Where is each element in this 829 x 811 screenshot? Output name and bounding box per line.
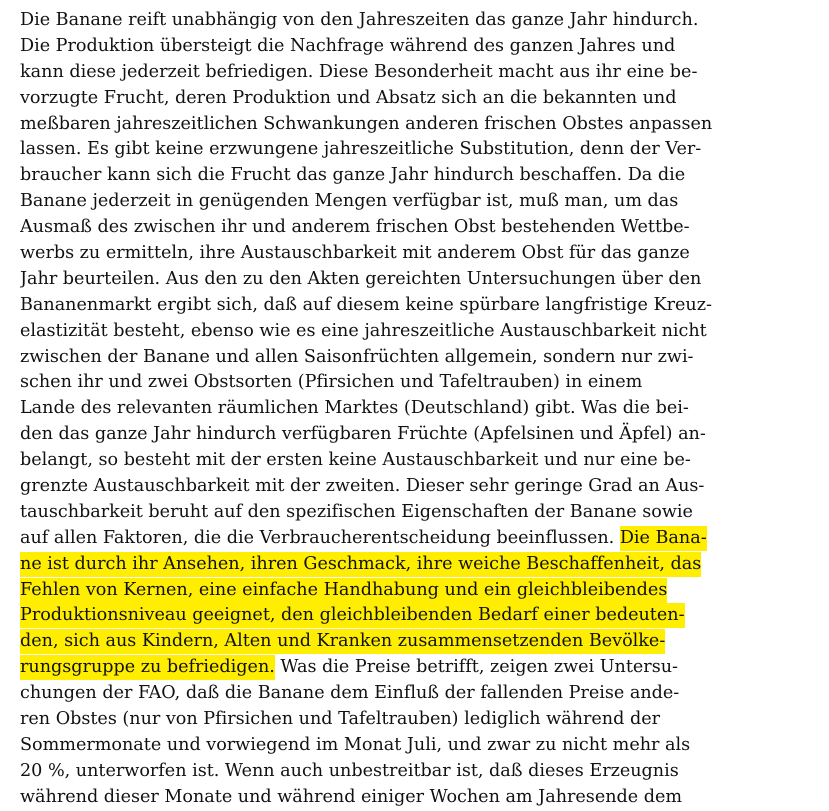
text-line (20, 422, 810, 448)
text-line (20, 112, 810, 138)
text-segment: Sommermonate und vorwiegend im Monat Juli, und zwar zu nicht mehr als (20, 734, 691, 755)
text-line (20, 189, 810, 215)
text-segment: chungen der FAO, daß die Banane dem Einfluß der fallenden Preise ande- (20, 683, 680, 704)
text-line (20, 500, 810, 526)
text-line (20, 60, 810, 86)
text-segment: kann diese jederzeit befriedigen. Diese Besonderheit macht aus ihr eine be- (20, 61, 698, 82)
text-line (20, 8, 810, 34)
text-segment: Jahr beurteilen. Aus den zu den Akten gereichten Untersuchungen über den (20, 268, 702, 289)
text-line (20, 526, 810, 552)
text-segment: ren Obstes (nur von Pfirsichen und Tafeltrauben) lediglich während der (20, 709, 660, 730)
text-line (20, 34, 810, 60)
text-segment: zwischen der Banane und allen Saisonfrüchten allgemein, sondern nur zwi- (20, 346, 694, 367)
text-line (20, 241, 810, 267)
text-line (20, 629, 810, 655)
text-segment: werbs zu ermitteln, ihre Austauschbarkeit mit anderem Obst für das ganze (20, 243, 690, 264)
text-line (20, 293, 810, 319)
text-segment: braucher kann sich die Frucht das ganze Jahr hindurch beschaffen. Da die (20, 165, 686, 186)
text-line (20, 163, 810, 189)
text-line (20, 396, 810, 422)
highlighted-text: ne ist durch ihr Ansehen, ihren Geschmack, ihre weiche Beschaffenheit, das (20, 553, 702, 574)
text-line (20, 370, 810, 396)
text-segment: schen ihr und zwei Obstsorten (Pfirsichen und Tafeltrauben) in einem (20, 372, 643, 393)
text-segment: Was die Preise betrifft, zeigen zwei Untersu- (274, 657, 678, 678)
text-segment: auf allen Faktoren, die die Verbraucherentscheidung beeinflussen. (20, 527, 620, 548)
text-segment: Die Banane reift unabhängig von den Jahreszeiten das ganze Jahr hindurch. (20, 10, 699, 30)
text-line (20, 215, 810, 241)
text-segment: Ausmaß des zwischen ihr und anderem frischen Obst bestehenden Wettbe- (20, 217, 690, 238)
highlighted-text: Produktionsniveau geeignet, den gleichbleibenden Bedarf einer bedeuten- (20, 605, 685, 626)
text-line (20, 474, 810, 500)
text-segment: meßbaren jahreszeitlichen Schwankungen anderen frischen Obstes anpassen (20, 113, 713, 134)
text-segment: den das ganze Jahr hindurch verfügbaren Früchte (Apfelsinen und Äpfel) an- (20, 424, 706, 445)
text-segment: belangt, so besteht mit der ersten keine Austauschbarkeit und nur eine be- (20, 450, 691, 471)
highlighted-text: Fehlen von Kernen, eine einfache Handhabung und ein gleichbleibendes (20, 579, 668, 600)
text-line (20, 552, 810, 578)
text-line (20, 733, 810, 759)
text-segment: Die Produktion übersteigt die Nachfrage während des ganzen Jahres und (20, 35, 676, 56)
document-page (20, 8, 810, 811)
text-line (20, 707, 810, 733)
text-line (20, 655, 810, 681)
text-line (20, 603, 810, 629)
text-segment: 20 %, unterworfen ist. Wenn auch unbestreitbar ist, daß dieses Erzeugnis (20, 760, 679, 781)
text-line (20, 345, 810, 371)
text-segment: elastizität besteht, ebenso wie es eine jahreszeitliche Austauschbarkeit nicht (20, 320, 707, 341)
text-line (20, 785, 810, 811)
text-line (20, 267, 810, 293)
text-segment: lassen. Es gibt keine erzwungene jahreszeitliche Substitution, denn der Ver- (20, 139, 702, 160)
highlighted-text: Die Bana- (619, 527, 707, 548)
highlighted-text: rungsgruppe zu befriedigen. (20, 657, 275, 678)
text-segment: Banane jederzeit in genügenden Mengen verfügbar ist, muß man, um das (20, 191, 679, 212)
text-line (20, 319, 810, 345)
text-line (20, 86, 810, 112)
text-segment: während dieser Monate und während einiger Wochen am Jahresende dem (20, 786, 683, 807)
text-line (20, 448, 810, 474)
document-body (20, 8, 810, 811)
text-line (20, 681, 810, 707)
text-line (20, 578, 810, 604)
text-segment: tauschbarkeit beruht auf den spezifischen Eigenschaften der Banane sowie (20, 501, 693, 522)
text-line (20, 759, 810, 785)
highlighted-text: den, sich aus Kindern, Alten und Kranken zusammensetzenden Bevölke- (20, 631, 666, 652)
text-line (20, 137, 810, 163)
text-segment: grenzte Austauschbarkeit mit der zweiten. Dieser sehr geringe Grad an Aus- (20, 476, 705, 497)
text-segment: Bananenmarkt ergibt sich, daß auf diesem keine spürbare langfristige Kreuz- (20, 294, 712, 315)
text-segment: vorzugte Frucht, deren Produktion und Absatz sich an die bekannten und (20, 87, 677, 108)
text-segment: Lande des relevanten räumlichen Marktes (Deutschland) gibt. Was die bei- (20, 398, 689, 419)
